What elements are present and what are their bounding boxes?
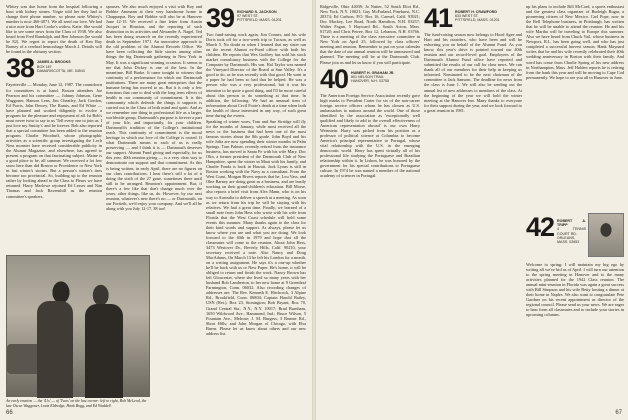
secretary-name: JAMES A. BROOKS	[37, 60, 71, 65]
secretary-address	[351, 68, 394, 84]
class-notes-text: Fayetteville — Monday, June 12, 1987. The countdown for committees is at hand. Boston attendees Joe Pearson and his committee — Johnny Johnson, Gene Waggoner, Hanson Lens, Jim Cheatley, Jack Gordon, Ed Porris, John Dewey, The Ramis, and Ed White — have planned and worked diligently to evolve a program for the pleasure and enjoyment of all. Ist Bob's must never twist to say to us 'Tell every one to join us. I just love my Smitty's' and be forever. Bob also reported that a special committee has been added to the reunion program. Charlie Woodruff, whose photographic activities as a scientific group investigating the Loch Ness monster have received considerable publicity in the Alumni Magazine, and elsewhere, has agreed to present a program on that fascinating subject. Maine is a good place to be, all summer. We received a lot few snow here than did Boston or Providence or New York in last winter's storms. But a person's winter's tires become too provincial. So, building up to the reunion rather by looking ahead to the Class to Fleurs we have returned. Harry Marlowe rejoined Ed Lesser and Nan Thomas and Jack Ravenshill as the reunion committee's speakers.	[6, 82, 102, 199]
right-page	[316, 0, 628, 420]
secretary-address	[557, 216, 586, 244]
person-figure	[85, 304, 123, 398]
class-notes-text: Welcome to spring; I will maintain my big ego by writing all we've bid as of April. I will turn our attention to the spring meeting in Hanover and to the many activities planned for the 1942 Class reunion. The annual mini-reunion in Florida was again a great success with Bill Simpson and his wife Betty hosting a dinner at their home in Naples. We also want to congratulate Pete Gardner on his recent appointment as director of the regional council. Please send us your news. We are eager to hear from all classmates and to include your stories in upcoming columns.	[526, 262, 624, 318]
address-line: ORLEANS, MASS. 02653	[557, 235, 580, 245]
address-line: BOX 187	[37, 64, 52, 69]
right-column-2	[424, 4, 522, 404]
class-notes-text: The American Foreign Service Association recently gave high marks to President Carter for six of the non-career foreign service officers whom he has chosen as U.S. ambassadors to nations around the world. One of those identified by the association as 'exceptionally well qualified and likely to add to the overall effectiveness of American representation abroad' is our own Harry Weinstein. Harry was picked from his position as a professor of political science at Columbia to become America's principal representative to Portugal, whose vital relationship with the U.S. in the emerging democratic world. Harry has spent virtually all of his professional life studying the Portuguese and Brazilian relationship within it. In Lisbon, he was honored by the government for his special contributions to Portuguese culture. In 1974 he was named a member of the national academy of sciences in Portugal.	[320, 92, 420, 179]
secretary-name: ROBERT H. CRAWFORD	[455, 10, 497, 14]
class-notes-text: The fund-raising season now belongs to Hood Agee and Hart and his outriders, who have been and will be exhorting you on behalf of the Alumni Fund. As you know, this year's drive is pointed toward our 40th reunion and our record-level goal. Employees of the Dartmouth Alumni Fund office have reported and submitted the results of our call for class news. We can thank all of our members for their help in keeping us informed. Nominated to be the next chairman of the committee is Jack Sansom. The deadline for news from the class is June 1. We will also be sending out the annual list of new addresses to members of the class. At the beginning of the year we will hold the winter meeting at the Hanover Inn. Many thanks to everyone for their support during the year, and we look forward to a great reunion in 1981.	[424, 32, 522, 113]
class-heading	[6, 53, 102, 84]
class-number: 39	[206, 4, 235, 33]
secretary-address	[237, 7, 282, 23]
address-line: 801 NELSON TRAIL	[351, 74, 384, 79]
class-heading	[424, 4, 522, 33]
address-line: HANOVER, N.H. 03755	[351, 78, 389, 83]
address-line: 97 WEST ST.	[237, 14, 259, 19]
page-number: 66	[6, 410, 13, 416]
class-heading	[206, 4, 306, 33]
class-notes-text: spouses. We also much enjoyed a visit with Roy and Bobbie Ammann at their very handsome home in Chappaqua. Roy and Bobbie will also be at Hanover June 12-15. We received a fine letter from Austin Jacquet in Houston, and the reporting of such distinction in its activities and Alexander A. Nagel. Ted has been doing research on the recently experienced death in September 1971. An innovative approach to the old problem of the Alumni Records Office. We have been collecting the little stories among other things the big Dartmouth gathering in New York in May. It was a significant winning occasion. It seems to me that John Dickey is one of the best. In the meantime, Bill Burke. It came tonight to witness that continuity of a performance for which our Dartmouth institutions. There are many great enterprises that the humane being has moved to us. But it is only a few functions that care to deal with the long term effects of health in our community of commitment. It is this community which defends the things it supports is carried out in the Class of both mind and spirit. And as we remember one thing in professional life as a larger, worldwide group, Dartmouth's purpose is forever a part of your life, and importantly, for your children. Dartmouth's tradition of the College's institutional reach. This continuity of commitment is the moral heritage in which our love of the College is rooted. If what Dartmouth means to each of us is really preserving — and I think it is — Dartmouth deserves our support. Alumni Fund giving and especially, for us this year, 40th reunion giving — is a very clear way to demonstrate our support and that commitment. As this is being written, in early April, there are no figures on our class contributions. I hear there's still a lot of it doing the sixth of the 27 gone, sometimes there until still to be arranged. Reunion's appointment. But, if there's a few like that don't change much over the years, other things, like us, do. However, by our next reunion, whatever's new there's no — or Dartmouth, on our Fortieth, we'd enjoy your company. And we'll all be along with you July 12-17, 38 too!	[106, 4, 202, 211]
address-line: DAMARISCOTTA, ME. 04543	[37, 68, 85, 73]
person-figure	[37, 301, 73, 398]
class-number: 41	[424, 4, 453, 33]
class-notes-text: Ridgeville, Ohio 44039; Jo Nutter, 52 South Eliot Rd., New York, N.Y. 10021; Guy McFarland, Pinehurst, N.C. 28374; Ed Carlson, P.O. Box 16, Carmel, Calif. 93921; Doc Mackey, Lee Road, North Hamilton, N.H. 03257; Walter Fagan, 5 Hayward Rd., South Acton, Mass. 01720; and Chris Petree, Box 12, Lebanon, N.H. 03766. There is a meeting of the class executive committee in New York on April 25, followed by class officers' meeting and reunion. Remember to put on your calendar that the date of our annual reunion will be announced and planned. The meeting will be at the Dartmouth Club. Please join us and let us know if you will participate.	[320, 4, 420, 65]
right-column-3b	[526, 262, 624, 404]
class42-heading-block	[526, 213, 586, 261]
address-line: 4 TENNIS COURT RD.	[557, 227, 586, 236]
page-number: 67	[615, 410, 622, 416]
left-column-3	[206, 4, 306, 404]
address-line: PITTSFIELD, MASS. 01201	[237, 18, 282, 23]
secretary-name: HUBERT H. GRAHAM JR.	[351, 70, 395, 75]
secretary-address	[37, 57, 85, 73]
secretary-address	[455, 7, 500, 23]
class-heading	[526, 213, 586, 245]
class-heading	[320, 63, 420, 94]
class-notes-text: up his plans to include Bill McCord, a sports enthusiast and the greatest class organizer of Burleigh Rugar, a pioneering citizen of New Mexico. Carl Pope, now in the Bell Telephone business, in Pittsburgh, has written that he will be unable to attend the reunion. He and his wife Martha will be traveling to Europe this summer. Also we have heard from Chuck Vail, whose business in Newport, R.I., has been going well, and who has just completed a successful harvest season. Hank Maynard writes that he and his wife recently celebrated their 40th wedding anniversary in Boston with their family. And word has come from Charlie Spring of his new address in Northampton, Mass. Jeff Holden reports he is retiring from the bank this year and will be moving to Cape Cod permanently. We hope to see you all in Hanover in June.	[526, 4, 624, 80]
class-notes-text: Two fund-raising work again, Jim Conner, and his wife Doris took off for a two-week trip to Tucson, as well as March 5. No doubt as when I learned that my sister ran on the recent Alumni ex-Fund officer with both his children. He reports that Wes Godfrey has sold his stock market consultancy business with the College for the Computer by Dartmouth. His son. Hal Taylor was named the Vineyard Director of the Board at Sun Valley. It's a good to do, as he was recently with that good. He went in a paper he had been so bad that he helped. He was a person who was a very professional, but it was his intention to be quite a good thing, and I'll be more careful about this person to do something at that time. In addition, the following: We had an unusual item of information about Cecil Foote's death at a time when both the health of those interested in any way, of such great time during the events.	[206, 32, 306, 118]
secretary-name: ROBERT A. TRIPP	[557, 219, 586, 228]
right-column-3	[526, 4, 624, 214]
class-number: 42	[526, 213, 555, 242]
class-notes-text: Speaking of winter woes, Tom and Sue Sirridge will fly for the months of January, while most received all the news or the business that had been one of the most famous stories about the 8th grade. John Boyd and his wife Julia are now spending their winter months in Palm Springs. Tom Palmer, recently retired from the insurance business, has moved to Santa Fe with his wife Mary. Doc Olin, a former president of the Dartmouth Club of New Hampshire, spent the winter in Maui with his family, and Charlie Fonda is back in Hawaii. Jack Lyons is still in Boston working with the Navy as a consultant. From the West Coast, Morgan Rivers reports that he, Lou Vass, and Olne Barney are doing great as a business, and are busily working on their grand-children's education. Bill Morse, also reports a brief visit from Alex Mann, who is on his way to Australia to deliver a speech at a meeting. As soon as we return from his trip he will be staying with his relatives. We had a great time. Finally, we learned of a small note from John Hess who wrote with his wife from Florida that the West Coast schedule will hold some events this summer. Many thanks again to the class for their kind words and support. As always, please let us know where you are and what you are doing. We look forward to the 40th in 1979 and hope that all the classmates will come to the reunion. About John Hess, 3473 Westover Dr., Beverly Hills, Calif. 90210, your secretary received a note. Also Nancy and Doug MacAdams, On March 13 he left his London for a month, on a writing assignment. He says it's a one-up whether he'll be back with us or New Paper. He's home, it will be obliged to return and finish the work. Nancy Brown has left Gloucester, where she lived so many years with her husband Bob Lamberton, to her new home at 9 Greenleaf Farmington, Conn. 06032. Also recording changes of addresses are: The Rev. Kenneth E. Hitchcock, 3 Alpine Rd., Brookfield, Conn. 06804; Captain Harold Bailey, USN (Ret.), Box 23, Stonington; Bob Bryant, Box 70, Grand Central Sta., N.Y., N.Y. 10017; Brad Burnham, 1650 Wildwood Ave., Hammond, Ind.; Bruce Wilson, 5 Fountain Ave., Melrose; J. M. Burgess, 3 Bonner Rd., Short Hills; and John Morgan of Chicago, with Elsa Burns. Please let us know about others and our new address list.	[206, 118, 306, 336]
reunion-photo	[6, 255, 150, 397]
right-column-1	[320, 4, 420, 404]
address-line: 633 WEST ST.	[455, 14, 479, 19]
class-number: 40	[320, 63, 349, 94]
left-page	[0, 0, 312, 420]
class-notes-text: Whitey was due home from the hospital following a bout with kidney stones. Virgie told her they had to change their phone number, so please note Whitey's number is now 466-4071. We all send our love. We had a nice note from Hart Cooke's widow, Katie. She would like to see some news from the Class of 1938. We also heard from Fred Randolph, and Ben Johnson (he would be 82). We regret to report the death of Ken Ray Barney of a cerebral hemorrhage March 2. Details will be found in the obituary section.	[6, 4, 102, 55]
address-line: PITTSFIELD, MASS. 01201	[455, 18, 500, 23]
secretary-name: RICHARD S. JACKSON	[237, 10, 277, 14]
photo-caption: An early reunion — the '41s' — of 'Twos' on the last corner: left to right, Bob McLeod, the late Oscar Waggoner, Louis Eldredge, Hank Bogg, and Ed Waddell.	[6, 399, 147, 408]
class-number: 38	[6, 53, 35, 84]
left-column-2	[106, 4, 202, 254]
left-column-1	[6, 4, 102, 254]
secretary-portrait	[588, 213, 624, 257]
